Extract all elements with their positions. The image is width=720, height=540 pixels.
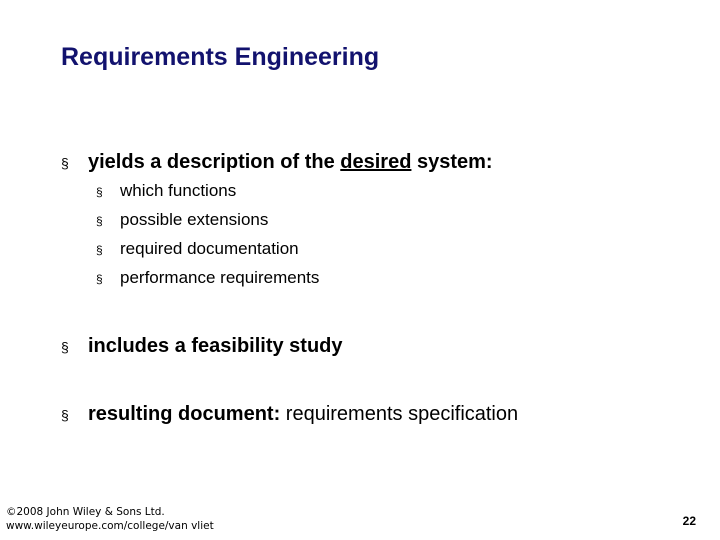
- footer: [6, 505, 214, 533]
- slide-title: Requirements Engineering: [61, 43, 380, 71]
- bullet-marker: §: [96, 185, 103, 199]
- footer-copyright: ©2008 John Wiley & Sons Ltd.: [6, 506, 165, 518]
- underlined-word: desired: [340, 151, 412, 173]
- sub-bullet-performance-requirements: [96, 268, 319, 289]
- sub-bullet-text: required documentation: [120, 239, 299, 258]
- bullet-text: yields a description of the desired system:: [88, 151, 493, 173]
- bullet-marker: §: [96, 243, 103, 257]
- bullet-feasibility-study: [61, 334, 343, 359]
- sub-bullet-text: performance requirements: [120, 268, 320, 287]
- sub-bullet-text: possible extensions: [120, 210, 269, 229]
- bullet-text: resulting document: requirements specification: [88, 403, 519, 425]
- bullet-desired-system: [61, 150, 493, 175]
- sub-bullet-required-documentation: [96, 239, 299, 260]
- bullet-resulting-document: [61, 402, 518, 427]
- bullet-text: includes a feasibility study: [88, 335, 343, 357]
- bullet-marker: §: [61, 407, 69, 423]
- sub-bullet-possible-extensions: [96, 210, 268, 231]
- bullet-marker: §: [61, 155, 69, 171]
- bullet-marker: §: [96, 214, 103, 228]
- footer-url: www.wileyeurope.com/college/van vliet: [6, 520, 214, 532]
- bullet-marker: §: [96, 272, 103, 286]
- sub-bullet-text: which functions: [120, 181, 237, 200]
- sub-bullet-which-functions: [96, 181, 236, 202]
- bullet-marker: §: [61, 339, 69, 355]
- page-number: 22: [682, 514, 696, 528]
